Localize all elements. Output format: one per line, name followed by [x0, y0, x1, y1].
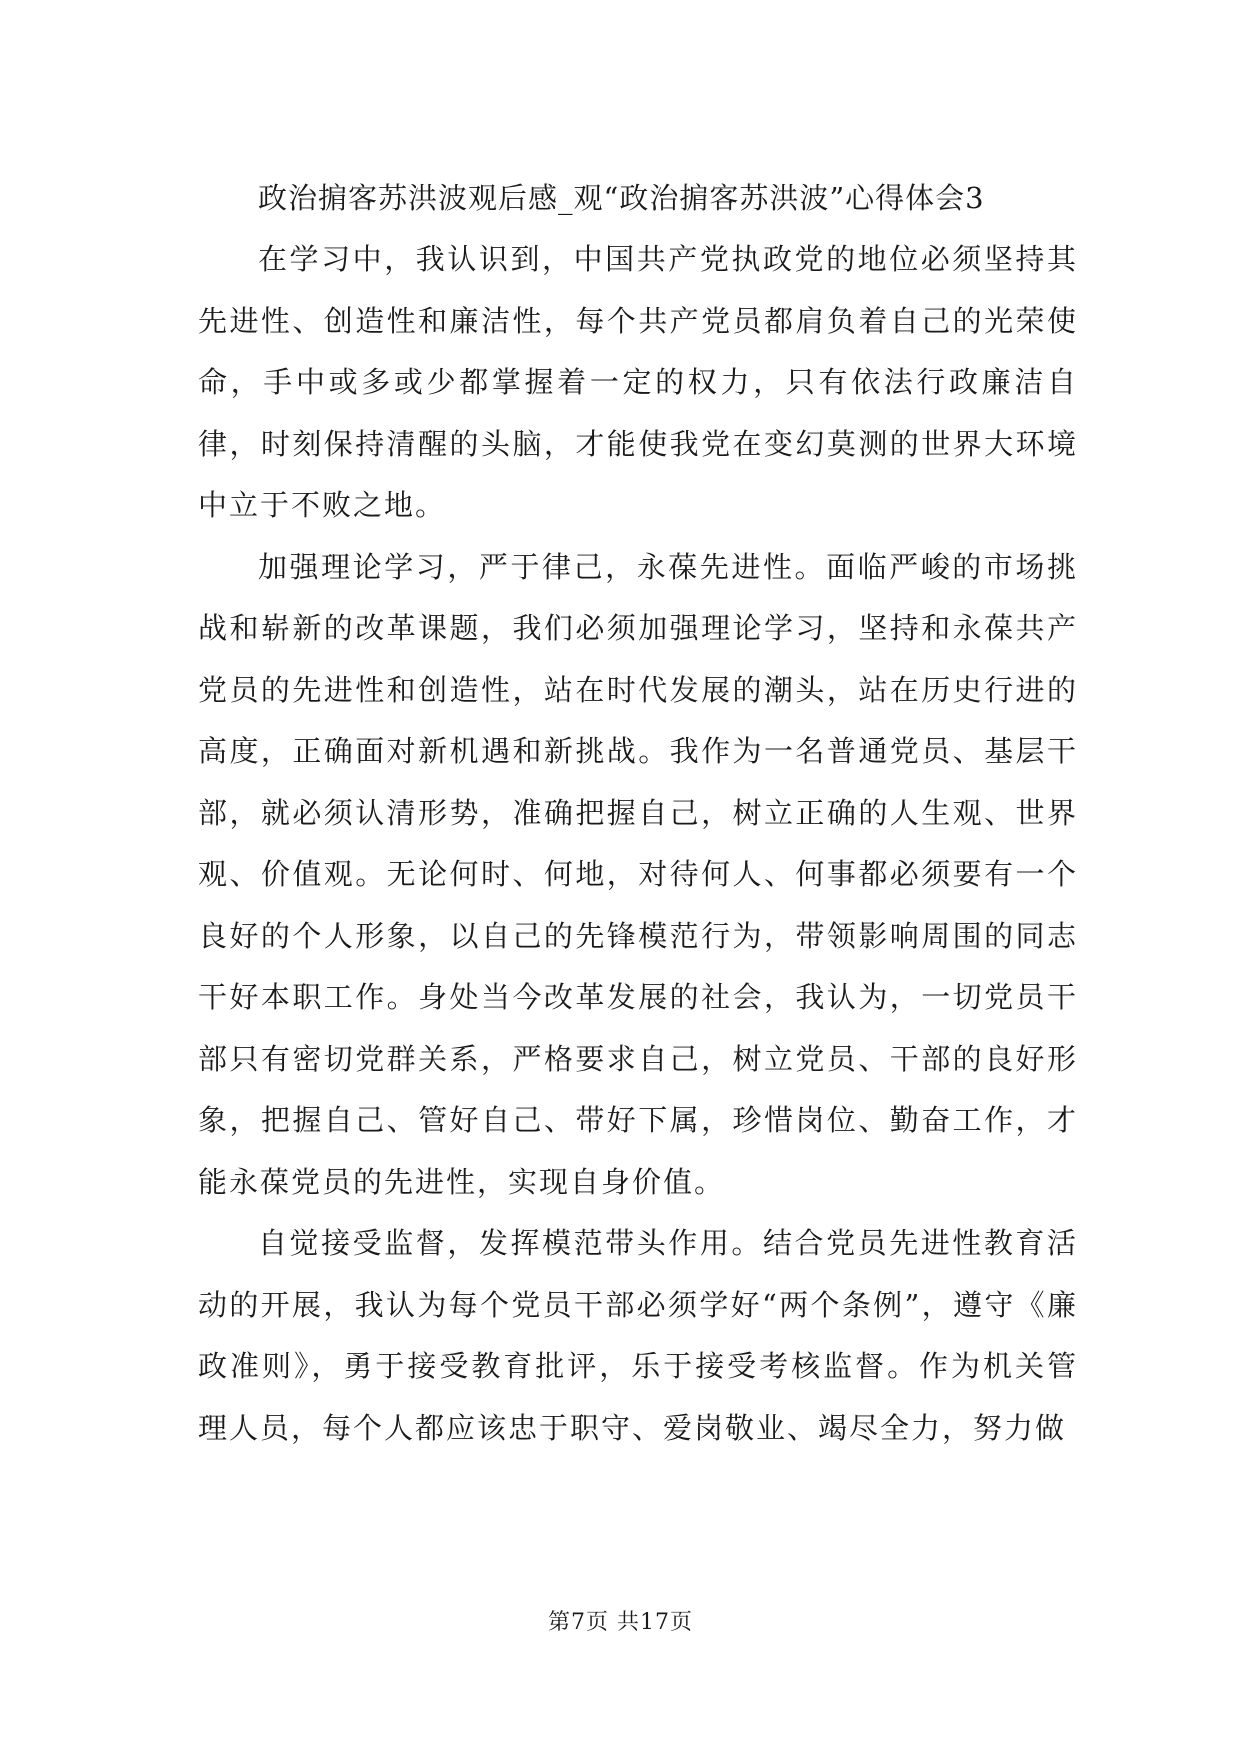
paragraph-3: 自觉接受监督，发挥模范带头作用。结合党员先进性教育活动的开展，我认为每个党员干部必须学好“两个条例”，遵守《廉政准则》，勇于接受教育批评，乐于接受考核监督。作为机关管理人员，每个人都应该忠于职守、爱岗敬业、竭尽全力，努力做 — [198, 1226, 1078, 1445]
paragraph-1: 在学习中，我认识到，中国共产党执政党的地位必须坚持其先进性、创造性和廉洁性，每个共产党员都肩负着自己的光荣使命，手中或多或少都掌握着一定的权力，只有依法行政廉洁自律，时刻保持清醒的头脑，才能使我党在变幻莫测的世界大环境中立于不败之地。 — [198, 242, 1078, 522]
page-number-footer: 第7页 共17页 — [548, 1610, 693, 1635]
paragraph-2: 加强理论学习，严于律己，永葆先进性。面临严峻的市场挑战和崭新的改革课题，我们必须加强理论学习，坚持和永葆共产党员的先进性和创造性，站在时代发展的潮头，站在历史行进的高度，正确面对新机遇和新挑战。我作为一名普通党员、基层干部，就必须认清形势，准确把握自己，树立正确的人生观、世界观、价值观。无论何时、何地，对待何人、何事都必须要有一个良好的个人形象，以自己的先锋模范行为，带领影响周围的同志干好本职工作。身处当今改革发展的社会，我认为，一切党员干部只有密切党群关系，严格要求自己，树立党员、干部的良好形象，把握自己、管好自己、带好下属，珍惜岗位、勤奋工作，才能永葆党员的先进性，实现自身价值。 — [198, 549, 1078, 1199]
document-heading: 政治掮客苏洪波观后感_观“政治掮客苏洪波”心得体会3 — [258, 181, 985, 215]
document-body — [198, 168, 1078, 1459]
